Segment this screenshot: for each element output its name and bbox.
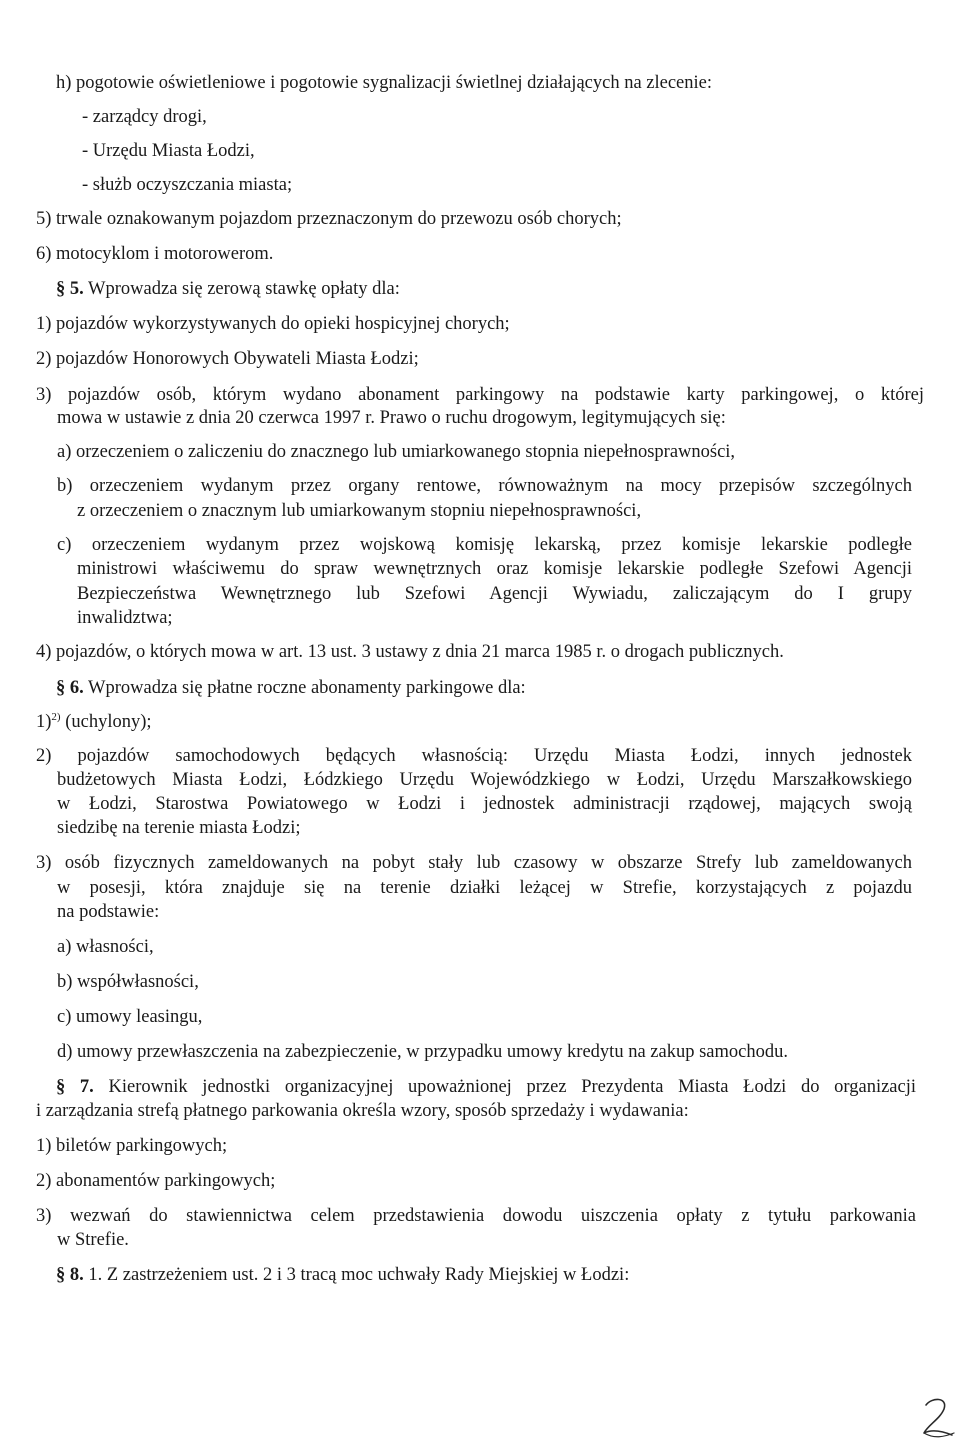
handwritten-page-number bbox=[918, 1395, 958, 1441]
section-sign: § 7. bbox=[56, 1077, 94, 1097]
section-7-heading bbox=[56, 1076, 916, 1100]
item-h-intro: h) pogotowie oświetleniowe i pogotowie sygnalizacji świetlnej działających na zlecenie: bbox=[56, 73, 713, 93]
section-text: 1. Z zastrzeżeniem ust. 2 i 3 tracą moc uchwały Rady Miejskiej w Łodzi: bbox=[88, 1265, 630, 1285]
section-text: Kierownik jednostki organizacyjnej upoważnionej przez Prezydenta Miasta Łodzi do organizacji bbox=[108, 1077, 916, 1097]
item-number: 1) bbox=[36, 712, 52, 732]
paragraph-line: na podstawie: bbox=[57, 902, 160, 922]
list-item-d: d) umowy przewłaszczenia na zabezpieczenie, w przypadku umowy kredytu na zakup samochodu. bbox=[57, 1042, 788, 1062]
paragraph-line: c) orzeczeniem wydanym przez wojskową komisję lekarską, przez komisje lekarskie podległe bbox=[57, 535, 912, 555]
list-item: 1) pojazdów wykorzystywanych do opieki hospicyjnej chorych; bbox=[36, 314, 510, 334]
paragraph-line: 3) pojazdów osób, którym wydano abonament parkingowy na podstawie karty parkingowej, o której bbox=[36, 385, 924, 405]
paragraph-line: w Łodzi, Starostwa Powiatowego w Łodzi i jednostek administracji rządowej, mających swoją bbox=[57, 794, 912, 814]
paragraph-line: z orzeczeniem o znacznym lub umiarkowanym stopniu niepełnosprawności, bbox=[77, 501, 642, 521]
list-item: 4) pojazdów, o których mowa w art. 13 ust. 3 ustawy z dnia 21 marca 1985 r. o drogach publicznych. bbox=[36, 642, 784, 662]
paragraph-line: siedzibę na terenie miasta Łodzi; bbox=[57, 818, 301, 838]
list-item-c: c) umowy leasingu, bbox=[57, 1007, 203, 1027]
list-item: - zarządcy drogi, bbox=[82, 107, 207, 127]
list-item: 1) biletów parkingowych; bbox=[36, 1136, 228, 1156]
section-8-heading bbox=[56, 1264, 629, 1288]
item-5: 5) trwale oznakowanym pojazdom przeznaczonym do przewozu osób chorych; bbox=[36, 209, 622, 229]
paragraph-line: w posesji, która znajduje się na terenie działki leżącej w Strefie, korzystających z pojazdu bbox=[57, 878, 912, 898]
paragraph-line: inwalidztwa; bbox=[77, 608, 173, 628]
section-text: Wprowadza się zerową stawkę opłaty dla: bbox=[88, 279, 400, 299]
paragraph-line: 2) pojazdów samochodowych będących własnością: Urzędu Miasta Łodzi, innych jednostek bbox=[36, 746, 912, 766]
paragraph-line: 3) wezwań do stawiennictwa celem przedstawienia dowodu uiszczenia opłaty z tytułu parkowania bbox=[36, 1206, 916, 1226]
list-item: 2) abonamentów parkingowych; bbox=[36, 1171, 276, 1191]
list-item-b: b) współwłasności, bbox=[57, 972, 199, 992]
list-item-a: a) orzeczeniem o zaliczeniu do znacznego lub umiarkowanego stopnia niepełnosprawności, bbox=[57, 442, 736, 462]
paragraph-line: b) orzeczeniem wydanym przez organy rentowe, równoważnym na mocy przepisów szczególnych bbox=[57, 476, 912, 496]
paragraph-line: i zarządzania strefą płatnego parkowania określa wzory, sposób sprzedaży i wydawania: bbox=[36, 1101, 689, 1121]
list-item: - Urzędu Miasta Łodzi, bbox=[82, 141, 255, 161]
section-sign: § 6. bbox=[56, 678, 84, 698]
section-6-heading bbox=[56, 677, 526, 701]
section-sign: § 5. bbox=[56, 279, 84, 299]
paragraph-line: 3) osób fizycznych zameldowanych na pobyt stały lub czasowy w obszarze Strefy lub zameldowanych bbox=[36, 853, 912, 873]
paragraph-line: mowa w ustawie z dnia 20 czerwca 1997 r. Prawo o ruchu drogowym, legitymujących się: bbox=[57, 408, 726, 428]
section-5-heading bbox=[56, 278, 400, 302]
paragraph-line: budżetowych Miasta Łodzi, Łódzkiego Urzędu Wojewódzkiego w Łodzi, Urzędu Marszałkowskiego bbox=[57, 770, 912, 790]
list-item: 2) pojazdów Honorowych Obywateli Miasta Łodzi; bbox=[36, 349, 419, 369]
item-6: 6) motocyklom i motorowerom. bbox=[36, 244, 274, 264]
section-text: Wprowadza się płatne roczne abonamenty parkingowe dla: bbox=[88, 678, 526, 698]
list-item-a: a) własności, bbox=[57, 937, 154, 957]
paragraph-line: Bezpieczeństwa Wewnętrznego lub Szefowi Agencji Wywiadu, zaliczającym do I grupy bbox=[77, 584, 912, 604]
section-sign: § 8. bbox=[56, 1265, 84, 1285]
item-text: (uchylony); bbox=[60, 712, 152, 732]
paragraph-line: w Strefie. bbox=[57, 1230, 129, 1250]
footnote-ref: 2) bbox=[51, 710, 61, 723]
list-item: - służb oczyszczania miasta; bbox=[82, 175, 293, 195]
paragraph-line: ministrowi właściwemu do spraw wewnętrznych oraz komisje lekarskie podległe Szefowi Agencji bbox=[77, 559, 912, 579]
list-item bbox=[36, 711, 152, 735]
